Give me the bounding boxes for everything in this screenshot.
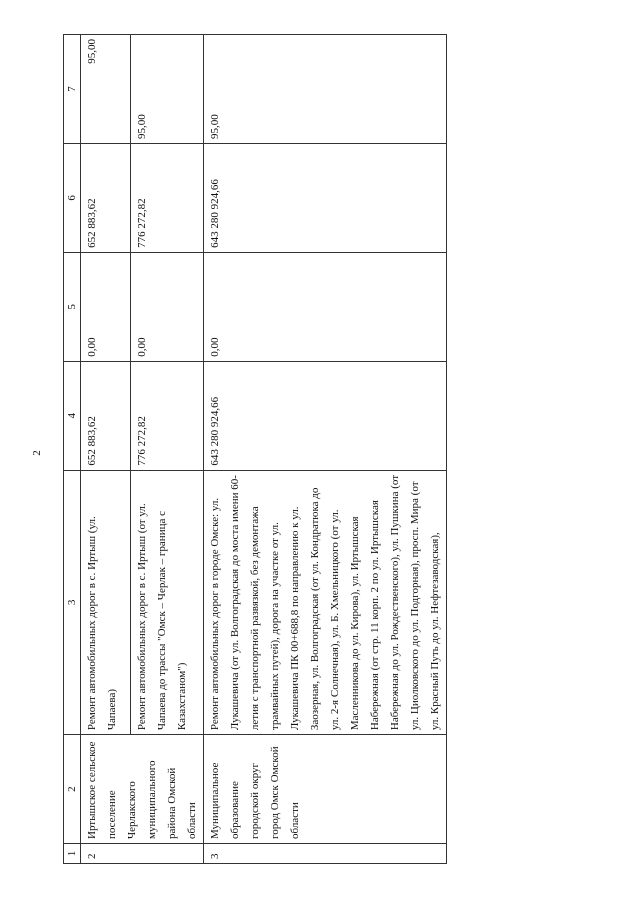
municipality-name: Иртышское сельское поселение Черлакского муниципального района Омской области — [81, 735, 204, 844]
column-header: 5 — [64, 252, 81, 361]
table-row — [204, 35, 447, 864]
table-row — [81, 35, 131, 864]
amount-cell: 652 883,62 — [81, 361, 131, 470]
header-row — [64, 35, 81, 864]
column-header: 2 — [64, 735, 81, 844]
work-description: Ремонт автомобильных дорог в с. Иртыш (ул. Чапаева) — [81, 470, 131, 734]
amount-cell: 643 280 924,66 — [204, 143, 447, 252]
column-header: 6 — [64, 143, 81, 252]
amount-cell: 0,00 — [130, 252, 203, 361]
column-header: 7 — [64, 35, 81, 144]
column-header: 4 — [64, 361, 81, 470]
municipality-name: Муниципальное образование городской округ город Омск Омской области — [204, 735, 447, 844]
percent-cell: 95,00 — [81, 35, 131, 144]
amount-cell: 776 272,82 — [130, 143, 203, 252]
column-header: 3 — [64, 470, 81, 734]
row-number: 3 — [204, 844, 447, 864]
amount-cell: 776 272,82 — [130, 361, 203, 470]
amount-cell: 0,00 — [81, 252, 131, 361]
work-description: Ремонт автомобильных дорог в с. Иртыш (от ул. Чапаева до трассы "Омск – Черлак – граница с Казахстаном") — [130, 470, 203, 734]
percent-cell: 95,00 — [130, 35, 203, 144]
work-description: Ремонт автомобильных дорог в городе Омске: ул. Лукашевича (от ул. Волгоградская до моста имени 60-летия с транспортной развязкой, без демонтажа трамвайных путей), дорога на участке от ул. Лукашевича ПК 00+688,8 по направлению к ул. Заозерная, ул. Волгоградская (от ул. Кондратюка до ул. 2-я Солнечная), ул. Б. Хмельницкого (от ул. Масленникова до ул. Кирова), ул. Иртышская Набережная (от стр. 11 корп. 2 по ул. Иртышская Набережная до ул. Рождественского), ул. Пушкина (от ул. Циолковского до ул. Подгорная), просп. Мира (от ул. Красный Путь до ул. Нефтезаводская), — [204, 470, 447, 734]
column-header: 1 — [64, 844, 81, 864]
subsidy-table — [63, 34, 447, 864]
row-number: 2 — [81, 844, 204, 864]
amount-cell: 652 883,62 — [81, 143, 131, 252]
percent-cell: 95,00 — [204, 35, 447, 144]
amount-cell: 0,00 — [204, 252, 447, 361]
page-number: 2 — [30, 450, 43, 456]
amount-cell: 643 280 924,66 — [204, 361, 447, 470]
rotated-table-container — [63, 34, 581, 864]
